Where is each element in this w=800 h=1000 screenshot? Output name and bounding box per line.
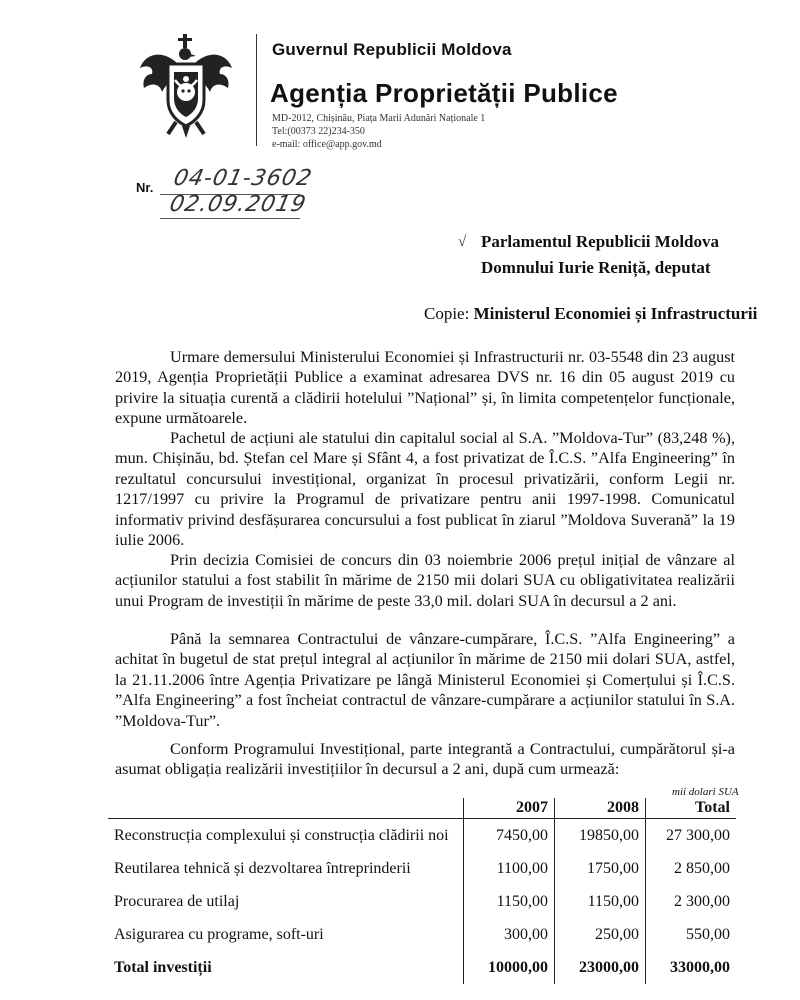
agency-contacts <box>272 112 485 151</box>
body-paragraph-2: Pachetul de acțiuni ale statului din capitalul social al S.A. ”Moldova-Tur” (83,248 %), mun. Chișinău, bd. Ștefan cel Mare și Sfânt 4, a fost privatizat de Î.C.S. ”Alfa Engineering” în rezultatul concursului investițional, organizat în procesul privatizării, conform Legii nr. 1217/1997 cu privire la Programul de privatizare pentru anii 1997-1998. Comunicatul informativ privind desfășurarea concursului a fost publicat în ziarul ”Moldova Suverană” la 19 iulie 2006. <box>115 429 735 550</box>
row-label: Reconstrucția complexului și construcția clădirii noi <box>114 826 449 844</box>
reference-date: 02.09.2019 <box>167 192 309 217</box>
cell-2008: 1150,00 <box>555 885 646 918</box>
table-row <box>108 852 736 885</box>
cell-2007: 1150,00 <box>464 885 555 918</box>
cell-total: 2 300,00 <box>646 885 737 918</box>
table-header-cell: 2008 <box>555 798 646 819</box>
copy-recipient <box>424 304 757 324</box>
recipient-institution: Parlamentul Republicii Moldova <box>481 232 719 251</box>
recipient-person: Domnului Iurie Reniță, deputat <box>481 258 711 277</box>
reference-number: 04-01-3602 <box>171 166 315 191</box>
table-unit: mii dolari SUA <box>672 786 739 798</box>
coat-of-arms-icon <box>138 34 234 138</box>
address-line: MD-2012, Chișinău, Piața Marii Adunări Naționale 1 <box>272 113 486 124</box>
table-row <box>108 819 736 853</box>
email-line: e-mail: office@app.gov.md <box>272 139 382 150</box>
investment-table <box>108 798 736 984</box>
copy-label: Copie: <box>424 304 470 323</box>
table-row <box>108 885 736 918</box>
body-paragraph-4: Până la semnarea Contractului de vânzare-cumpărare, Î.C.S. ”Alfa Engineering” a achitat în bugetul de stat prețul integral al acțiunilor în mărime de 2150 mii dolari SUA, astfel, la 21.11.2006 între Agenția Privatizare pe lângă Ministerul Economiei și Comerțului și Î.C.S. ”Alfa Engineering” a fost încheiat contractul de vânzare-cumpărare a acțiunilor statului în S.A. ”Moldova-Tur”. <box>115 630 735 730</box>
table-total-row <box>108 951 736 984</box>
cell-2008: 1750,00 <box>555 852 646 885</box>
row-label: Procurarea de utilaj <box>114 892 240 910</box>
cell-total: 2 850,00 <box>646 852 737 885</box>
cell-2007: 300,00 <box>464 918 555 951</box>
table-row <box>108 918 736 951</box>
body-paragraph-1: Urmare demersului Ministerului Economiei și Infrastructurii nr. 03-5548 din 23 august 2019, Agenția Proprietății Publice a examinat adresarea DVS nr. 16 din 05 august 2019 cu privire la situația curentă a clădirii hotelului ”Național” și, în limita competențelor funcționale, expune următoarele. <box>115 348 735 428</box>
body-paragraph-5: Conform Programului Investițional, parte integrantă a Contractului, cumpărătorul și-a asumat obligația realizării investițiilor în decursul a 2 ani, după cum urmează: <box>115 740 735 779</box>
row-label: Total investiții <box>114 958 212 976</box>
phone-line: Tel:(00373 22)234-350 <box>272 126 365 137</box>
cell-total: 550,00 <box>646 918 737 951</box>
body-paragraph-3: Prin decizia Comisiei de concurs din 03 noiembrie 2006 prețul inițial de vânzare al acțiunilor statului a fost stabilit în mărime de 2150 mii dolari SUA cu obligativitatea realizării unui Program de investiții în mărime de peste 33,0 mil. dolari SUA în decursul a 2 ani. <box>115 551 735 610</box>
cell-2007: 7450,00 <box>464 819 555 853</box>
table-header-cell <box>108 798 464 819</box>
cell-2008: 19850,00 <box>555 819 646 853</box>
cell-2007: 10000,00 <box>464 951 555 984</box>
cell-2008: 250,00 <box>555 918 646 951</box>
table-header-cell: 2007 <box>464 798 555 819</box>
cell-2008: 23000,00 <box>555 951 646 984</box>
row-label: Reutilarea tehnică și dezvoltarea întreprinderii <box>114 859 411 877</box>
reference-label: Nr. <box>136 180 154 195</box>
table-header-row <box>108 798 736 819</box>
cell-total: 33000,00 <box>646 951 737 984</box>
cell-total: 27 300,00 <box>646 819 737 853</box>
table-header-cell: Total <box>646 798 737 819</box>
copy-value: Ministerul Economiei și Infrastructurii <box>473 304 758 323</box>
checkmark-icon: √ <box>458 234 467 250</box>
header-divider <box>256 34 257 146</box>
row-label: Asigurarea cu programe, soft-uri <box>114 925 324 943</box>
date-underline <box>160 218 300 219</box>
agency-name: Agenția Proprietății Publice <box>270 78 618 108</box>
government-name: Guvernul Republicii Moldova <box>272 40 512 59</box>
cell-2007: 1100,00 <box>464 852 555 885</box>
